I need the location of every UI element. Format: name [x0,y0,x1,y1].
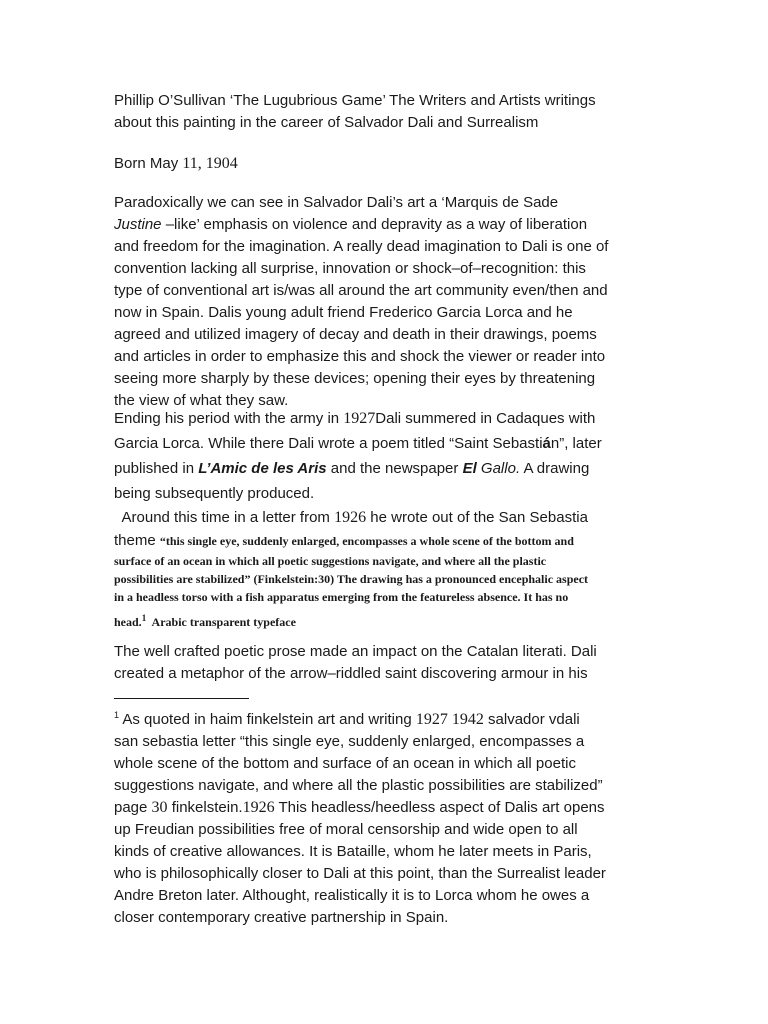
text-span: This headless/heedless aspect of Dalis art opens [274,799,605,816]
text-span: Arabic transparent typeface [146,615,296,629]
italic-title: L’Amic de les Aris [198,460,327,477]
text-line [114,505,654,530]
years: 1927 1942 [415,711,484,728]
text-span: theme [114,532,160,549]
text-line: The well crafted poetic prose made an impact on the Catalan literati. Dali [114,643,597,660]
paragraph-4 [114,641,654,685]
footnote-divider [114,698,249,699]
text-span: salvador vdali [483,711,580,728]
text-line: the view of what they saw. [114,392,289,409]
text-span: Garcia Lorca. While there Dali wrote a poem titled “Saint Sebasti [114,435,543,452]
footnote-marker: 1 [114,710,120,720]
text-span: page [114,799,152,816]
text-line: and freedom for the imagination. A really dead imagination to Dali is one of [114,238,609,255]
text-line: who is philosophically closer to Dali at this point, than the Surrealist leader [114,865,606,882]
quote-line: surface of an ocean in which all poetic suggestions navigate, and where all the plastic [114,554,547,568]
born-label: Born May [114,155,179,172]
text-line: kinds of creative allowances. It is Bataille, whom he later meets in Paris, [114,843,592,860]
text-span: Around this time in a letter from [114,509,335,526]
text-line [114,214,654,236]
text-span: n”, later [550,435,602,452]
born-line [114,153,654,175]
text-line: san sebastia letter “this single eye, suddenly enlarged, encompasses a [114,733,585,750]
text-line [114,406,654,431]
italic-title: Gallo. [480,460,521,477]
text-line: now in Spain. Dalis young adult friend Frederico Garcia Lorca and he [114,304,573,321]
text-line: and articles in order to emphasize this and shock the viewer or reader into [114,348,606,365]
text-line: suggestions navigate, and where all the plastic possibilities are stabilized” [114,777,603,794]
text-line: created a metaphor of the arrow–riddled saint discovering armour in his [114,665,588,682]
text-line: convention lacking all surprise, innovation or shock–of–recognition: this [114,260,586,277]
paragraph-2 [114,406,654,506]
text-line: closer contemporary creative partnership in Spain. [114,909,449,926]
text-span: As quoted in haim finkelstein art and writing [122,711,416,728]
italic-text: Justine [114,216,162,233]
footnote-ref[interactable]: 1 [141,613,147,623]
quote-line [114,606,654,634]
quote-line: in a headless torso with a fish apparatus emerging from the featureless absence. It has no [114,590,569,604]
text-line [114,431,654,456]
accent-letter: á [542,435,551,452]
born-date: 11, 1904 [182,155,238,172]
text-line: up Freudian possibilities free of moral censorship and wide open to all [114,821,578,838]
text-span: A drawing [520,460,590,477]
text-span: Ending his period with the army in [114,410,344,427]
year-1927: 1927 [343,410,376,427]
quote-line: possibilities are stabilized” (Finkelstein:30) The drawing has a pronounced encephalic aspect [114,572,589,586]
year-1926: 1926 [242,799,275,816]
text-line: being subsequently produced. [114,485,315,502]
page-number: 30 [151,799,168,816]
paragraph-3 [114,505,654,634]
text-span: finkelstein. [167,799,243,816]
title-line: about this painting in the career of Salvador Dali and Surrealism [114,114,539,131]
text-line: Andre Breton later. Althought, realistically it is to Lorca whom he owes a [114,887,590,904]
document-title [114,90,654,134]
text-span: and the newspaper [326,460,463,477]
text-line: agreed and utilized imagery of decay and death in their drawings, poems [114,326,597,343]
text-line: seeing more sharply by these devices; opening their eyes by threatening [114,370,596,387]
text-line [114,456,654,481]
text-span: head. [114,615,142,629]
footnote [114,704,654,929]
text-line: Paradoxically we can see in Salvador Dali’s art a ‘Marquis de Sade [114,194,559,211]
text-span: Dali summered in Cadaques with [375,410,596,427]
text-line: type of conventional art is/was all around the art community even/then and [114,282,608,299]
italic-title: El [462,460,477,477]
text-line [114,530,654,552]
text-span: –like’ emphasis on violence and depravity as a way of liberation [161,216,588,233]
year-1926: 1926 [334,509,367,526]
text-line [114,797,654,819]
paragraph-1 [114,192,654,412]
quote-text: “this single eye, suddenly enlarged, encompasses a whole scene of the bottom and [159,534,574,548]
text-span: published in [114,460,199,477]
text-line: whole scene of the bottom and surface of an ocean in which all poetic [114,755,576,772]
text-line [114,704,654,731]
text-span: he wrote out of the San Sebastia [366,509,588,526]
title-line: Phillip O’Sullivan ‘The Lugubrious Game’ The Writers and Artists writings [114,92,596,109]
